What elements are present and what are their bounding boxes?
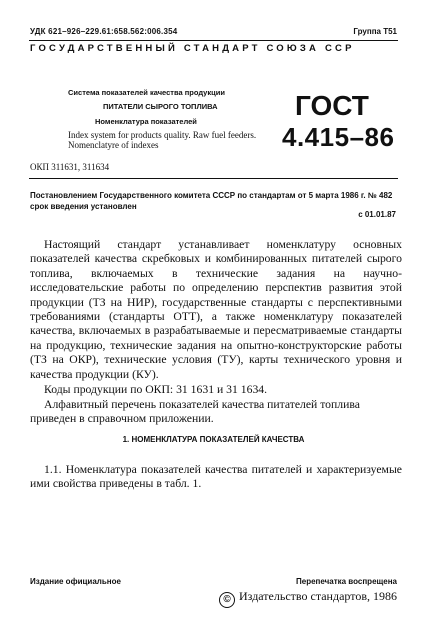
header-divider: [29, 40, 398, 41]
clause-1-1: 1.1. Номенклатура показателей качества питателей и характеризуемые ими свойства приведены в табл. 1.: [30, 463, 402, 490]
state-standard-title: ГОСУДАРСТВЕННЫЙ СТАНДАРТ СОЮЗА ССР: [30, 43, 355, 54]
title-divider: [29, 178, 398, 179]
intro-paragraph: Настоящий стандарт устанавливает номенклатуру основных показателей качества скребковых и комбинированных питателей сырого топлива, включаемых в технические задания на научно-исследовательские работы по определению перспектив развития этой продукции (ТЗ на НИР), государственные стандарты с перспективными требованиями (стандарты ОТТ), а также номенклатуру показателей качества, включаемых в разрабатываемые и пересматриваемые стандарты на продукцию, технические задания на опытно-конструкторские работы (ТЗ на ОКР), технические условия (ТУ), карты технического уровня и качества продукции (КУ).: [30, 238, 402, 381]
alphabetical-index-note: Алфавитный перечень показателей качества питателей топлива приведен в справочном приложении.: [30, 398, 360, 425]
gost-number: 4.415–86: [282, 122, 395, 152]
copyright-text: Издательство стандартов, 1986: [239, 589, 397, 603]
effective-date: с 01.01.87: [358, 210, 396, 219]
english-title: Index system for products quality. Raw fuel feeders. Nomenclatyre of indexes: [68, 130, 257, 150]
system-title: Система показателей качества продукции: [68, 88, 225, 97]
copyright-line: [219, 589, 397, 608]
gost-word: ГОСТ: [295, 90, 369, 121]
nomenclature-subtitle: Номенклатура показателей: [95, 117, 197, 126]
okp-codes-line: Коды продукции по ОКП: 31 1631 и 31 1634.: [44, 383, 268, 396]
decree-text: Постановлением Государственного комитета СССР по стандартам от 5 марта 1986 г. № 482 срок введения установлен: [30, 191, 393, 211]
copyright-icon: ©: [219, 592, 235, 608]
reprint-prohibited: Перепечатка воспрещена: [296, 577, 397, 586]
okp-code: ОКП 311631, 311634: [30, 162, 110, 172]
product-title: ПИТАТЕЛИ СЫРОГО ТОПЛИВА: [103, 102, 218, 111]
section-title: 1. НОМЕНКЛАТУРА ПОКАЗАТЕЛЕЙ КАЧЕСТВА: [122, 435, 305, 444]
official-edition: Издание официальное: [30, 577, 121, 586]
udk-code: УДК 621–926–229.61:658.562:006.354: [30, 27, 178, 36]
group-code: Группа Т51: [353, 27, 397, 36]
